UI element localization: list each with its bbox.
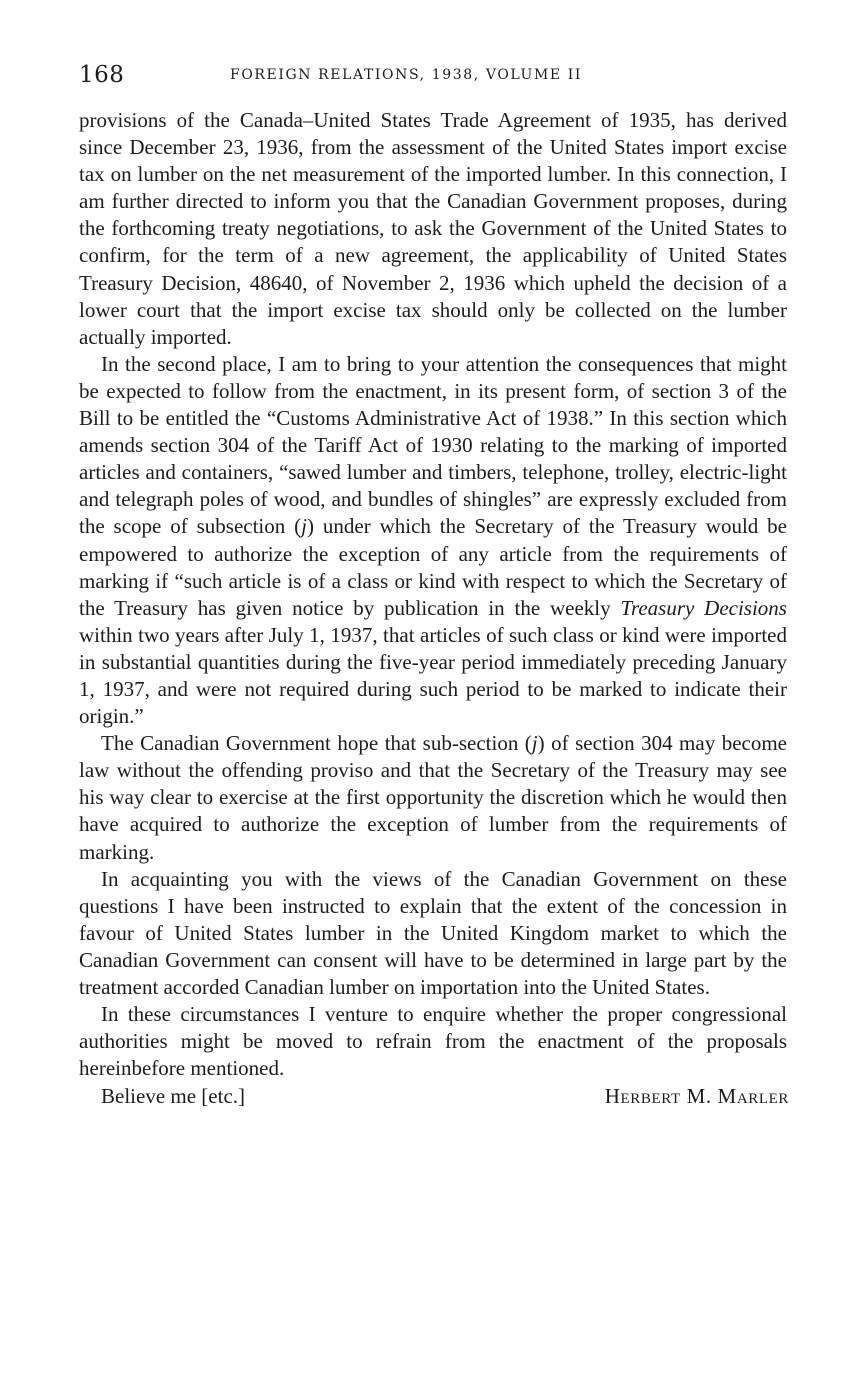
paragraph-2 xyxy=(79,351,787,730)
paragraph-text: ) of section 304 may become law without the offending proviso and that the Secretary of the Treasury may see his way clear to exercise at the first opportunity the discretion which he would then have acquired to authorize the exception of lumber from the requirements of marking. xyxy=(79,731,787,864)
paragraph-text: The Canadian Government hope that sub-section ( xyxy=(101,731,532,756)
signature: Herbert M. Marler xyxy=(604,1084,789,1109)
letter-body xyxy=(79,107,787,1110)
subsection-letter: j xyxy=(531,731,538,756)
paragraph-text: within two years after July 1, 1937, that articles of such class or kind were imported in substantial quantities during the five-year period immediately preceding January 1, 1937, and were not required during such period to be marked to indicate their origin.” xyxy=(79,622,787,729)
paragraph-text: In the second place, I am to bring to your attention the consequences that might be expected to follow from the enactment, in its present form, of section 3 of the Bill to be entitled the “Customs Administrative Act of 1938.” In this section which amends section 304 of the Tariff Act of 1930 relating to the marking of imported articles and containers, “sawed lumber and timbers, telephone, trolley, electric-light and telegraph poles of wood, and bundles of shingles” are expressly excluded from the scope of subsection ( xyxy=(79,351,787,539)
paragraph-5 xyxy=(79,1001,787,1082)
subsection-letter: j xyxy=(301,514,307,539)
closing-line xyxy=(79,1083,787,1110)
publication-title: Treasury Decisions xyxy=(620,595,787,620)
paragraph-text: provisions of the Canada–United States Trade Agreement of 1935, has derived since December 23, 1936, from the assessment of the United States import excise tax on lumber on the net measurement of the imported lumber. In this connection, I am further directed to inform you that the Canadian Government proposes, during the forthcoming treaty negotiations, to ask the Government of the United States to confirm, for the term of a new agreement, the applicability of United States Treasury Decision, 48640, of November 2, 1936 which upheld the decision of a lower court that the import excise tax should only be collected on the lumber actually imported. xyxy=(79,108,787,349)
running-head-title: FOREIGN RELATIONS, 1938, VOLUME II xyxy=(230,67,583,83)
running-head xyxy=(79,60,789,90)
paragraph-4 xyxy=(79,866,787,1001)
complimentary-close: Believe me [etc.] xyxy=(101,1084,246,1109)
paragraph-1 xyxy=(79,107,787,351)
page-number: 168 xyxy=(79,62,125,88)
paragraph-text: ) under which the Secretary of the Treasury would be empowered to authorize the exception of any article from the requirements of marking if “such article is of a class or kind with respect to which the Secretary of the Treasury has given notice by publication in the weekly xyxy=(79,514,787,620)
paragraph-text: In acquainting you with the views of the Canadian Government on these questions I have been instructed to explain that the extent of the concession in favour of United States lumber in the United Kingdom market to which the Canadian Government can consent will have to be determined in large part by the treatment accorded Canadian lumber on importation into the United States. xyxy=(79,866,787,999)
paragraph-text: In these circumstances I venture to enquire whether the proper congressional authorities might be moved to refrain from the enactment of the proposals hereinbefore mentioned. xyxy=(79,1002,787,1081)
paragraph-3 xyxy=(79,730,787,865)
